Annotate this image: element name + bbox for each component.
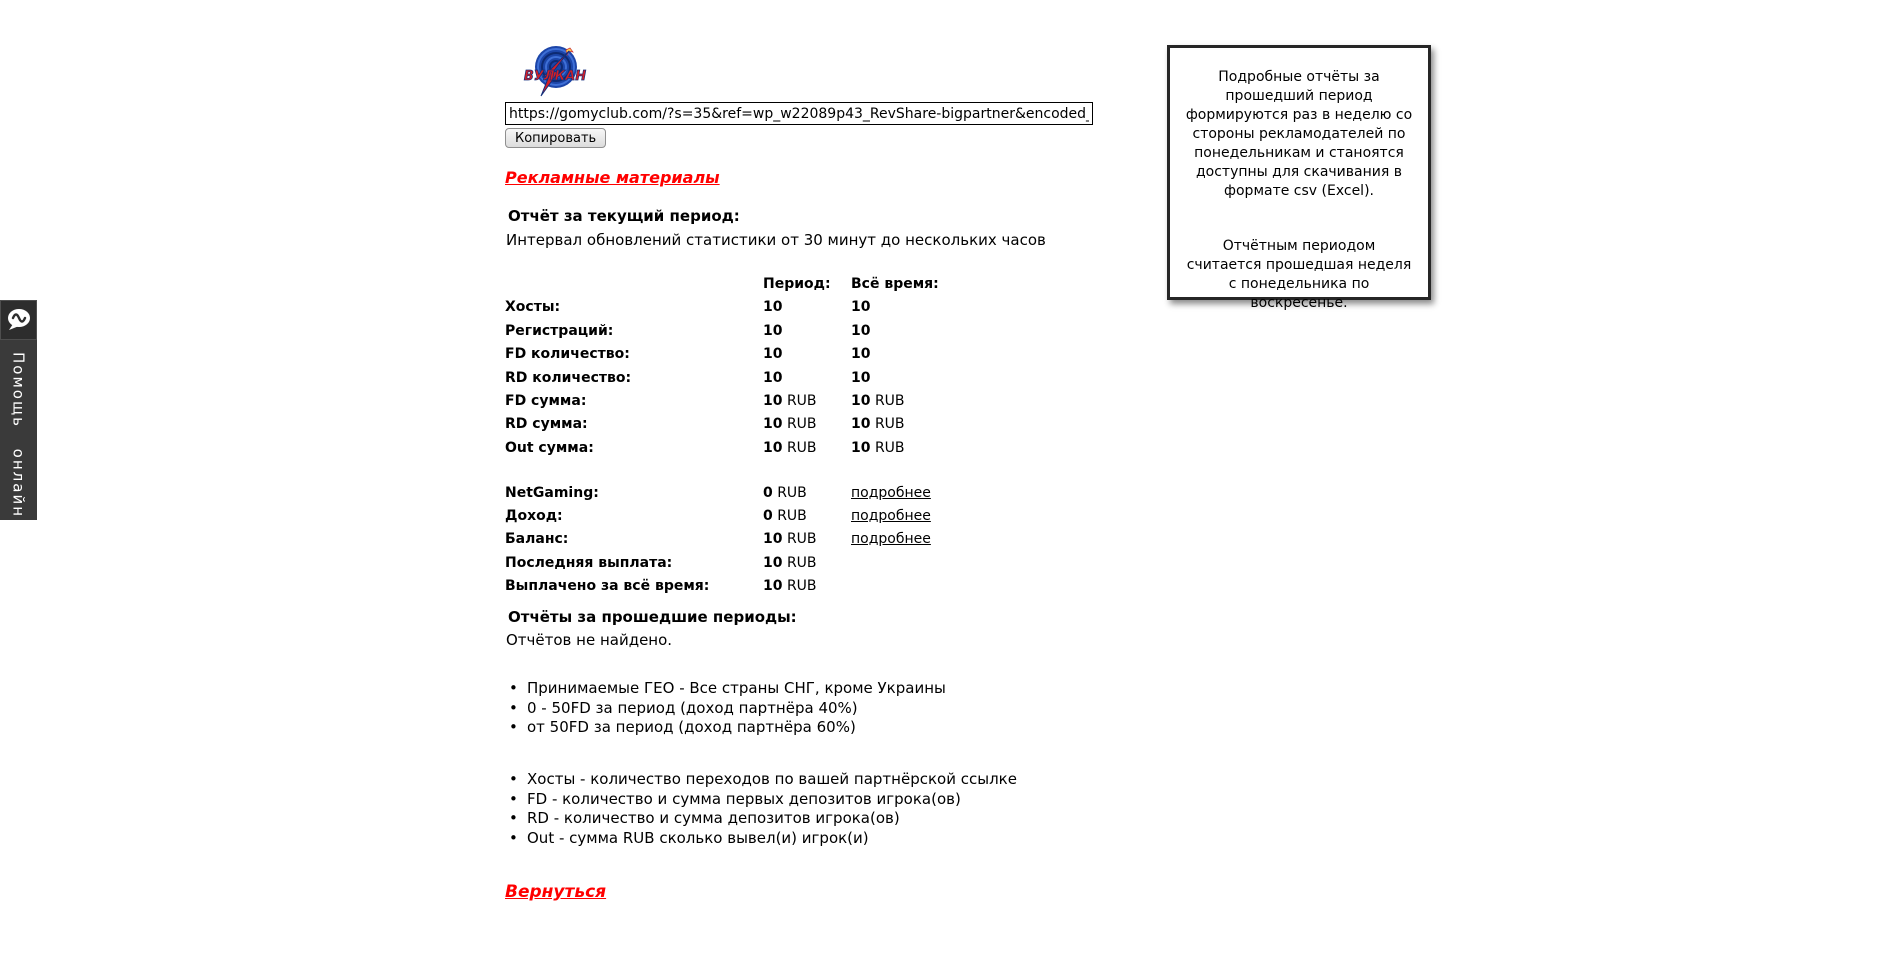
table-row: RD сумма: 10 RUB 10 RUB — [505, 416, 905, 433]
summary-row: Последняя выплата: 10 RUB — [505, 554, 817, 571]
terms-list — [505, 679, 946, 738]
referral-url-input[interactable] — [505, 102, 1093, 125]
col-period: Период: — [763, 276, 831, 292]
summary-row: Доход: 0 RUB подробнее — [505, 508, 931, 525]
list-item: • Хосты - количество переходов по вашей партнёрской ссылке — [505, 770, 1017, 790]
col-all-time: Всё время: — [851, 276, 939, 292]
table-row: FD количество: 10 10 — [505, 346, 871, 363]
details-link[interactable]: подробнее — [851, 531, 931, 548]
table-row: Out сумма: 10 RUB 10 RUB — [505, 439, 905, 456]
table-header-row — [505, 273, 1125, 296]
current-period-title: Отчёт за текущий период: — [508, 207, 740, 225]
details-link[interactable]: подробнее — [851, 508, 931, 525]
details-link[interactable]: подробнее — [851, 485, 931, 501]
update-interval-note: Интервал обновлений статистики от 30 минут до нескольких часов — [506, 231, 1046, 249]
list-item: • Out - сумма RUB сколько вывел(и) игрок(и) — [505, 829, 1017, 849]
table-row: FD сумма: 10 RUB 10 RUB — [505, 392, 905, 409]
summary-row: NetGaming: 0 RUB подробнее — [505, 485, 931, 501]
list-item: • от 50FD за период (доход партнёра 60%) — [505, 718, 946, 738]
list-item: • FD - количество и сумма первых депозитов игрока(ов) — [505, 790, 1017, 810]
summary-row: Выплачено за всё время: 10 RUB — [505, 577, 817, 594]
svg-text:ВУЛКАН: ВУЛКАН — [523, 69, 587, 84]
promo-materials-link[interactable]: Рекламные материалы — [505, 168, 720, 187]
list-item: • RD - количество и сумма депозитов игрока(ов) — [505, 809, 1017, 829]
vulkan-logo — [523, 44, 587, 98]
past-periods-empty: Отчётов не найдено. — [506, 631, 673, 649]
table-row: RD количество: 10 10 — [505, 369, 871, 386]
weekly-reports-info-box — [1167, 45, 1431, 311]
help-online-label[interactable]: Помощь онлайн — [9, 352, 28, 519]
summary-table — [505, 482, 1125, 598]
copy-button[interactable]: Копировать — [505, 128, 606, 148]
back-link[interactable]: Вернуться — [505, 882, 607, 902]
past-periods-title: Отчёты за прошедшие периоды: — [508, 608, 797, 626]
chat-bubble-icon[interactable] — [0, 300, 37, 340]
summary-row: Баланс: 10 RUB подробнее — [505, 531, 931, 548]
list-item: • 0 - 50FD за период (доход партнёра 40%) — [505, 699, 946, 719]
definitions-list — [505, 770, 1017, 848]
current-period-table — [505, 273, 1125, 460]
chat-bubble-icon-svg — [6, 308, 32, 332]
table-row: Регистраций: 10 10 — [505, 322, 871, 339]
info-paragraph: Подробные отчёты за прошедший период формируются раз в неделю со стороны рекламодателей по понедельникам и станоятся доступны для скачивания в формате csv (Excel). — [1185, 69, 1413, 199]
info-paragraph: Отчётным периодом считается прошедшая неделя с понедельника по воскресенье. — [1186, 238, 1412, 311]
list-item: • Принимаемые ГЕО - Все страны СНГ, кроме Украины — [505, 679, 946, 699]
table-row: Хосты: 10 10 — [505, 299, 871, 316]
help-online-tab[interactable] — [0, 300, 37, 520]
